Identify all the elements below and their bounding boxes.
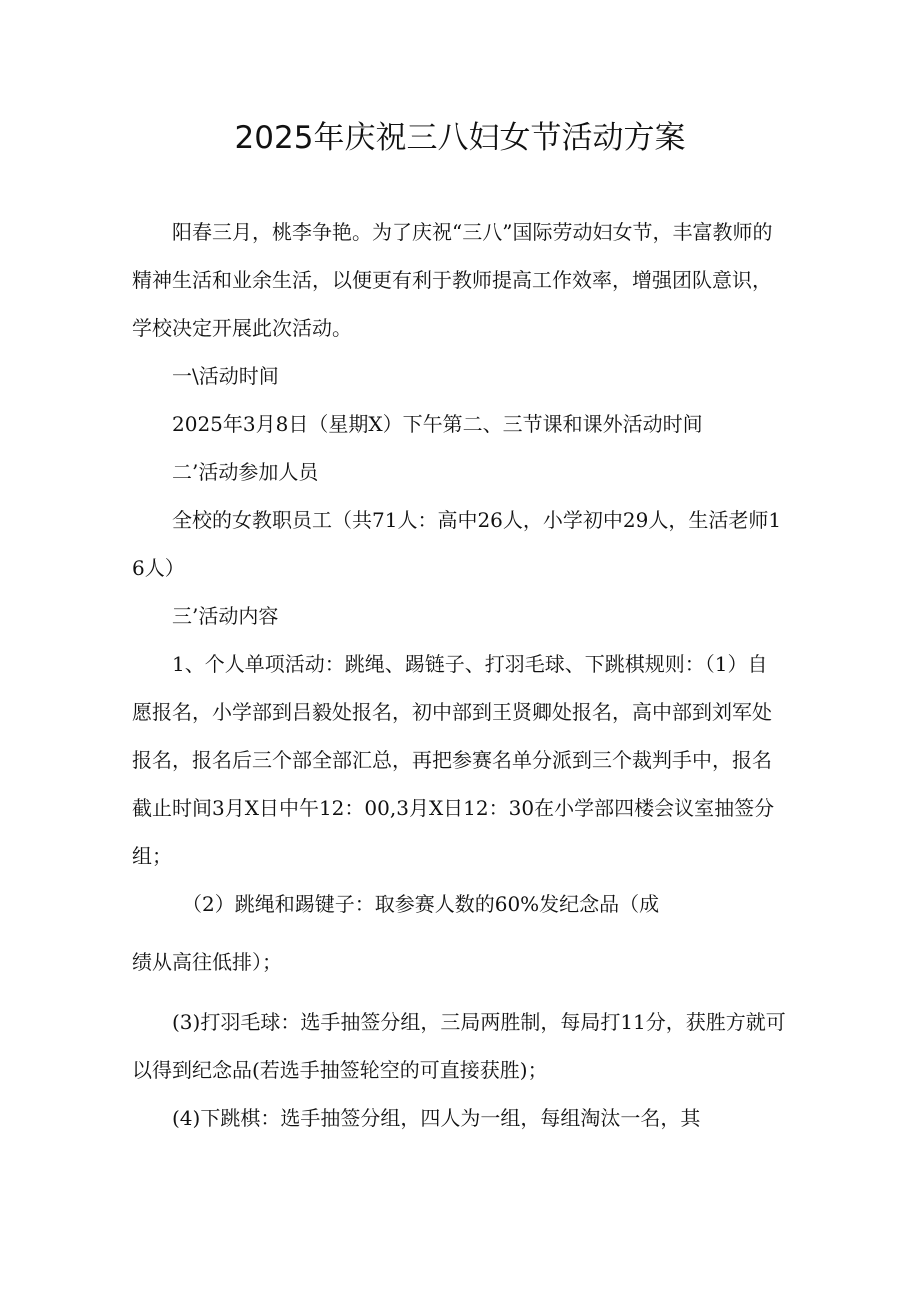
rope-shuttlecock-rule-line2: 绩从高往低排）； [132,950,282,974]
checkers-rule-paragraph: (4)下跳棋：选手抽签分组，四人为一组，每组淘汰一名，其 [132,1106,701,1130]
rope-shuttlecock-rule-line1: （2）跳绳和踢键子：取参赛人数的60%发纪念品（成 [132,892,660,916]
individual-events-paragraph: 1、个人单项活动：跳绳、踢链子、打羽毛球、下跳棋规则：（1）自愿报名，小学部到吕毅处报名，初中部到王贤卿处报名，高中部到刘军处报名，报名后三个部全部汇总，再把参赛名单分派到三个裁判手中，报名截止时间3月X日中午12：00,3月X日12：30在小学部四楼会议室抽签分组； [132,652,775,868]
section-heading-participants: 二’活动参加人员 [132,460,319,484]
time-paragraph: 2025年3月8日（星期X）下午第二、三节课和课外活动时间 [132,412,703,436]
document-title: 2025年庆祝三八妇女节活动方案 [234,120,686,156]
section-heading-content: 三’活动内容 [132,604,279,628]
intro-paragraph: 阳春三月，桃李争艳。为了庆祝“三八”国际劳动妇女节，丰富教师的精神生活和业余生活，以便更有利于教师提高工作效率，增强团队意识，学校决定开展此次活动。 [132,220,773,340]
badminton-rule-paragraph: (3)打羽毛球：选手抽签分组，三局两胜制，每局打11分，获胜方就可以得到纪念品(若选手抽签轮空的可直接获胜)； [132,1010,786,1082]
section-heading-time: 一\活动时间 [132,364,279,388]
participants-paragraph: 全校的女教职员工（共71人：高中26人，小学初中29人，生活老师16人） [132,508,782,580]
